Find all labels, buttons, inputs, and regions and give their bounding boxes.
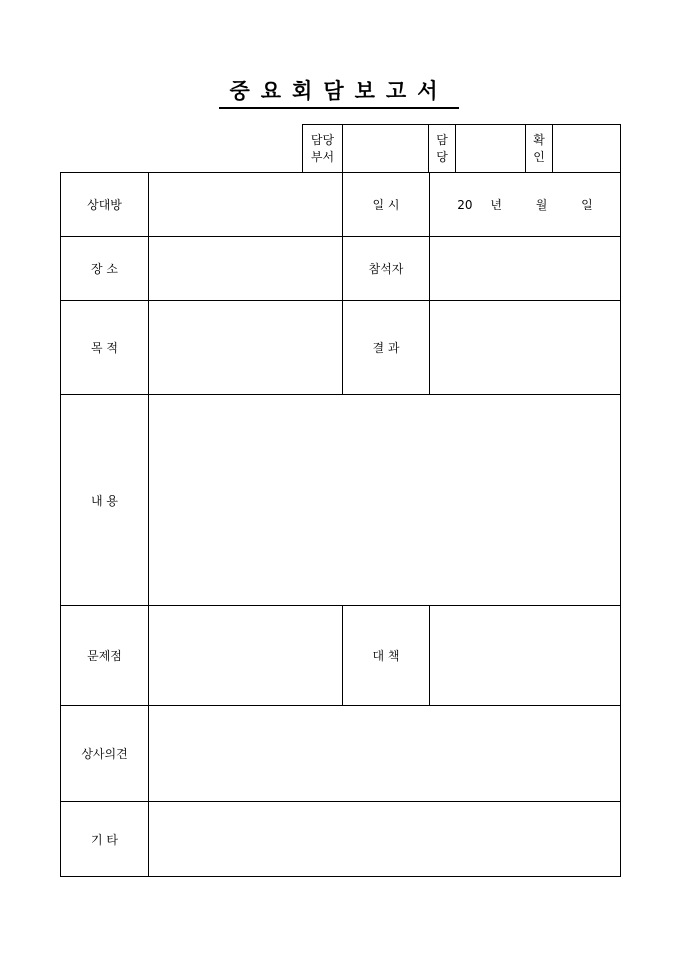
manager-field[interactable] bbox=[456, 125, 526, 173]
other-field[interactable] bbox=[149, 802, 621, 877]
manager-label-line2: 당 bbox=[436, 149, 448, 164]
dept-field[interactable] bbox=[343, 125, 429, 173]
result-field[interactable] bbox=[430, 301, 621, 395]
counterpart-label: 상대방 bbox=[61, 173, 149, 237]
dept-label bbox=[303, 125, 343, 173]
place-label: 장 소 bbox=[61, 237, 149, 301]
datetime-field[interactable] bbox=[430, 173, 621, 237]
solution-field[interactable] bbox=[430, 606, 621, 706]
date-year-prefix: 20 bbox=[457, 198, 473, 212]
confirm-field[interactable] bbox=[553, 125, 621, 173]
problem-label: 문제점 bbox=[61, 606, 149, 706]
document-title: 중요회담보고서 bbox=[229, 78, 449, 103]
manager-label-line1: 담 bbox=[436, 132, 448, 147]
solution-label: 대 책 bbox=[343, 606, 430, 706]
manager-label bbox=[429, 125, 456, 173]
title-underline bbox=[219, 107, 459, 109]
confirm-label-line1: 확 bbox=[533, 132, 545, 147]
dept-label-line2: 부서 bbox=[310, 149, 335, 164]
date-year-unit: 년 bbox=[490, 198, 502, 212]
meeting-report-form bbox=[60, 172, 621, 877]
dept-label-line1: 담당 bbox=[310, 132, 335, 147]
confirm-label-line2: 인 bbox=[533, 149, 545, 164]
place-field[interactable] bbox=[149, 237, 343, 301]
content-label: 내 용 bbox=[61, 395, 149, 606]
attendees-field[interactable] bbox=[430, 237, 621, 301]
supervisor-opinion-label: 상사의견 bbox=[61, 706, 149, 802]
confirm-label bbox=[526, 125, 553, 173]
content-field[interactable] bbox=[149, 395, 621, 606]
approval-box bbox=[302, 124, 621, 173]
purpose-label: 목 적 bbox=[61, 301, 149, 395]
datetime-label: 일 시 bbox=[343, 173, 430, 237]
attendees-label: 참석자 bbox=[343, 237, 430, 301]
date-day-unit: 일 bbox=[581, 198, 593, 212]
purpose-field[interactable] bbox=[149, 301, 343, 395]
date-month-unit: 월 bbox=[535, 198, 548, 212]
other-label: 기 타 bbox=[61, 802, 149, 877]
result-label: 결 과 bbox=[343, 301, 430, 395]
counterpart-field[interactable] bbox=[149, 173, 343, 237]
supervisor-opinion-field[interactable] bbox=[149, 706, 621, 802]
problem-field[interactable] bbox=[149, 606, 343, 706]
